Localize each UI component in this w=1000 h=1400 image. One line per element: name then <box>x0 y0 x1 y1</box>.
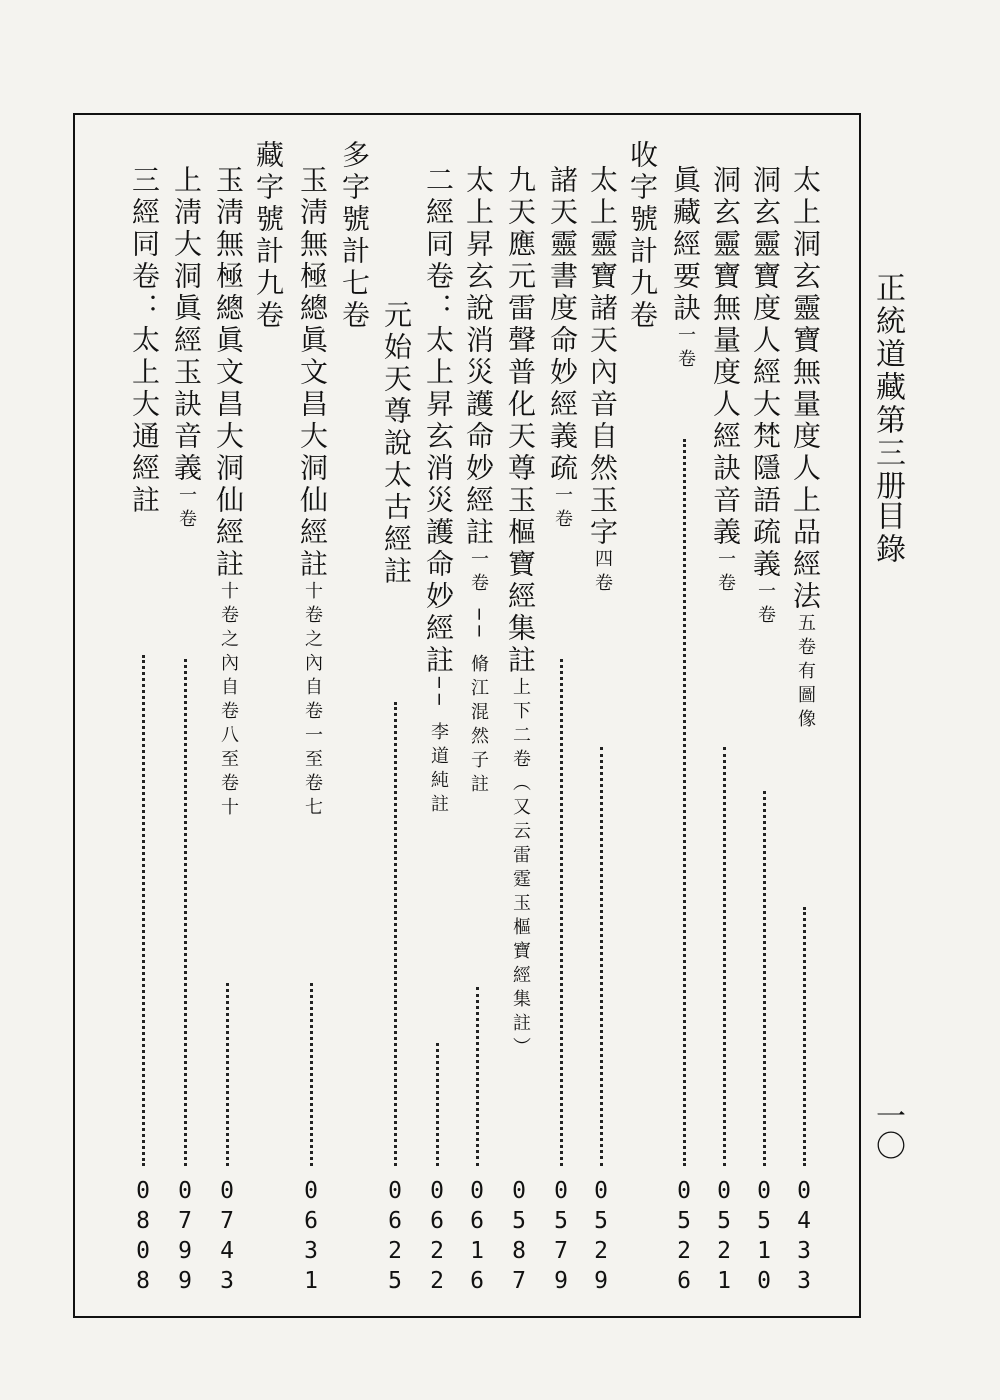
entry-main-text: 太上靈寶諸天內音自然玉字 <box>586 165 619 549</box>
entry-title <box>292 165 332 821</box>
entry-page-number: 0 5 2 1 <box>717 1178 731 1294</box>
entry-note: 一卷 <box>715 549 736 597</box>
dot-leader <box>560 659 567 1166</box>
entry-main-text: 太上洞玄靈寶無量度人上品經法 <box>789 165 822 613</box>
entry-title <box>458 165 498 798</box>
section-heading <box>622 0 662 1400</box>
toc-entry <box>458 0 498 1400</box>
section-title: 目錄 <box>870 500 905 566</box>
entry-page-number: 0 6 2 5 <box>388 1178 402 1294</box>
dot-leader <box>184 659 191 1166</box>
entry-note: 五卷有圖像 <box>795 613 816 733</box>
toc-entry <box>376 0 416 1400</box>
dot-leader <box>310 983 317 1166</box>
entry-title <box>376 300 416 588</box>
dot-leader <box>226 983 233 1166</box>
entry-main-text: 收字號計九卷 <box>626 140 659 332</box>
entry-title <box>208 165 248 821</box>
entry-note: 一卷 <box>755 581 776 629</box>
entry-title <box>542 165 582 533</box>
entry-page-number: 0 5 1 0 <box>757 1178 771 1294</box>
entry-note: 一卷 <box>675 325 696 373</box>
entry-title <box>665 165 705 373</box>
entry-title <box>248 140 288 332</box>
page-number: 一〇 <box>870 1100 905 1160</box>
section-heading <box>334 0 374 1400</box>
entry-note: 一卷 <box>552 485 573 533</box>
toc-entry <box>705 0 745 1400</box>
entry-note: 一卷 <box>176 485 197 533</box>
dot-leader <box>436 1043 443 1166</box>
toc-entry <box>208 0 248 1400</box>
dot-leader <box>476 987 483 1166</box>
entry-main-text: 玉淸無極總眞文昌大洞仙經註 <box>212 165 245 581</box>
toc-entry <box>500 0 540 1400</box>
toc-entry <box>418 0 458 1400</box>
dot-leader <box>142 655 149 1166</box>
book-title: 正統道藏第三册 <box>870 272 905 503</box>
entry-title <box>785 165 825 733</box>
toc-entry <box>166 0 206 1400</box>
entry-page-number: 0 5 2 6 <box>677 1178 691 1294</box>
toc-entry <box>542 0 582 1400</box>
section-heading <box>248 0 288 1400</box>
entry-note: 十卷之內自卷一至卷七 <box>302 581 323 821</box>
entry-main-text: 洞玄靈寶度人經大梵隱語疏義 <box>749 165 782 581</box>
toc-entry <box>292 0 332 1400</box>
toc-entry <box>745 0 785 1400</box>
entry-page-number: 0 7 4 3 <box>220 1178 234 1294</box>
dot-leader <box>683 439 690 1166</box>
toc-entry <box>582 0 622 1400</box>
entry-title <box>334 140 374 332</box>
entry-note: 一卷 ── 脩江混然子註 <box>468 549 489 799</box>
entry-title <box>582 165 622 597</box>
dot-leader <box>394 702 401 1166</box>
entry-note: 四卷 <box>592 549 613 597</box>
entry-main-text: 玉淸無極總眞文昌大洞仙經註 <box>296 165 329 581</box>
entry-main-text: 眞藏經要訣 <box>669 165 702 325</box>
entry-main-text: 多字號計七卷 <box>338 140 371 332</box>
entry-note: 上下二卷（又云雷霆玉樞寶經集註） <box>510 677 531 1061</box>
entry-main-text: 諸天靈書度命妙經義疏 <box>546 165 579 485</box>
entry-page-number: 0 7 9 9 <box>178 1178 192 1294</box>
entry-page-number: 0 6 2 2 <box>430 1178 444 1294</box>
toc-entry <box>124 0 164 1400</box>
entry-page-number: 0 5 7 9 <box>554 1178 568 1294</box>
dot-leader <box>803 907 810 1166</box>
entry-page-number: 0 4 3 3 <box>797 1178 811 1294</box>
entry-title <box>418 165 458 818</box>
entry-note: ── 李道純註 <box>428 677 449 819</box>
entry-main-text: 洞玄靈寶無量度人經訣音義 <box>709 165 742 549</box>
entry-main-text: 太上昇玄說消災護命妙經註 <box>462 165 495 549</box>
dot-leader <box>600 747 607 1166</box>
entry-note: 十卷之內自卷八至卷十 <box>218 581 239 821</box>
entry-page-number: 0 6 3 1 <box>304 1178 318 1294</box>
entry-page-number: 0 5 8 7 <box>512 1178 526 1294</box>
entry-title <box>705 165 745 597</box>
entry-main-text: 二經同卷：太上昇玄消災護命妙經註 <box>422 165 455 677</box>
entry-main-text: 九天應元雷聲普化天尊玉樞寶經集註 <box>504 165 537 677</box>
entry-page-number: 0 8 0 8 <box>136 1178 150 1294</box>
entry-page-number: 0 6 1 6 <box>470 1178 484 1294</box>
toc-entry <box>665 0 705 1400</box>
dot-leader <box>763 791 770 1166</box>
entry-title <box>622 140 662 332</box>
entry-title <box>745 165 785 629</box>
entry-main-text: 元始天尊說太古經註 <box>380 300 413 588</box>
entry-main-text: 上淸大洞眞經玉訣音義 <box>170 165 203 485</box>
entry-page-number: 0 5 2 9 <box>594 1178 608 1294</box>
entry-title <box>124 165 164 517</box>
entry-title <box>166 165 206 533</box>
dot-leader <box>723 747 730 1166</box>
entry-title <box>500 165 540 1061</box>
entry-main-text: 藏字號計九卷 <box>252 140 285 332</box>
toc-entry <box>785 0 825 1400</box>
entry-main-text: 三經同卷：太上大通經註 <box>128 165 161 517</box>
